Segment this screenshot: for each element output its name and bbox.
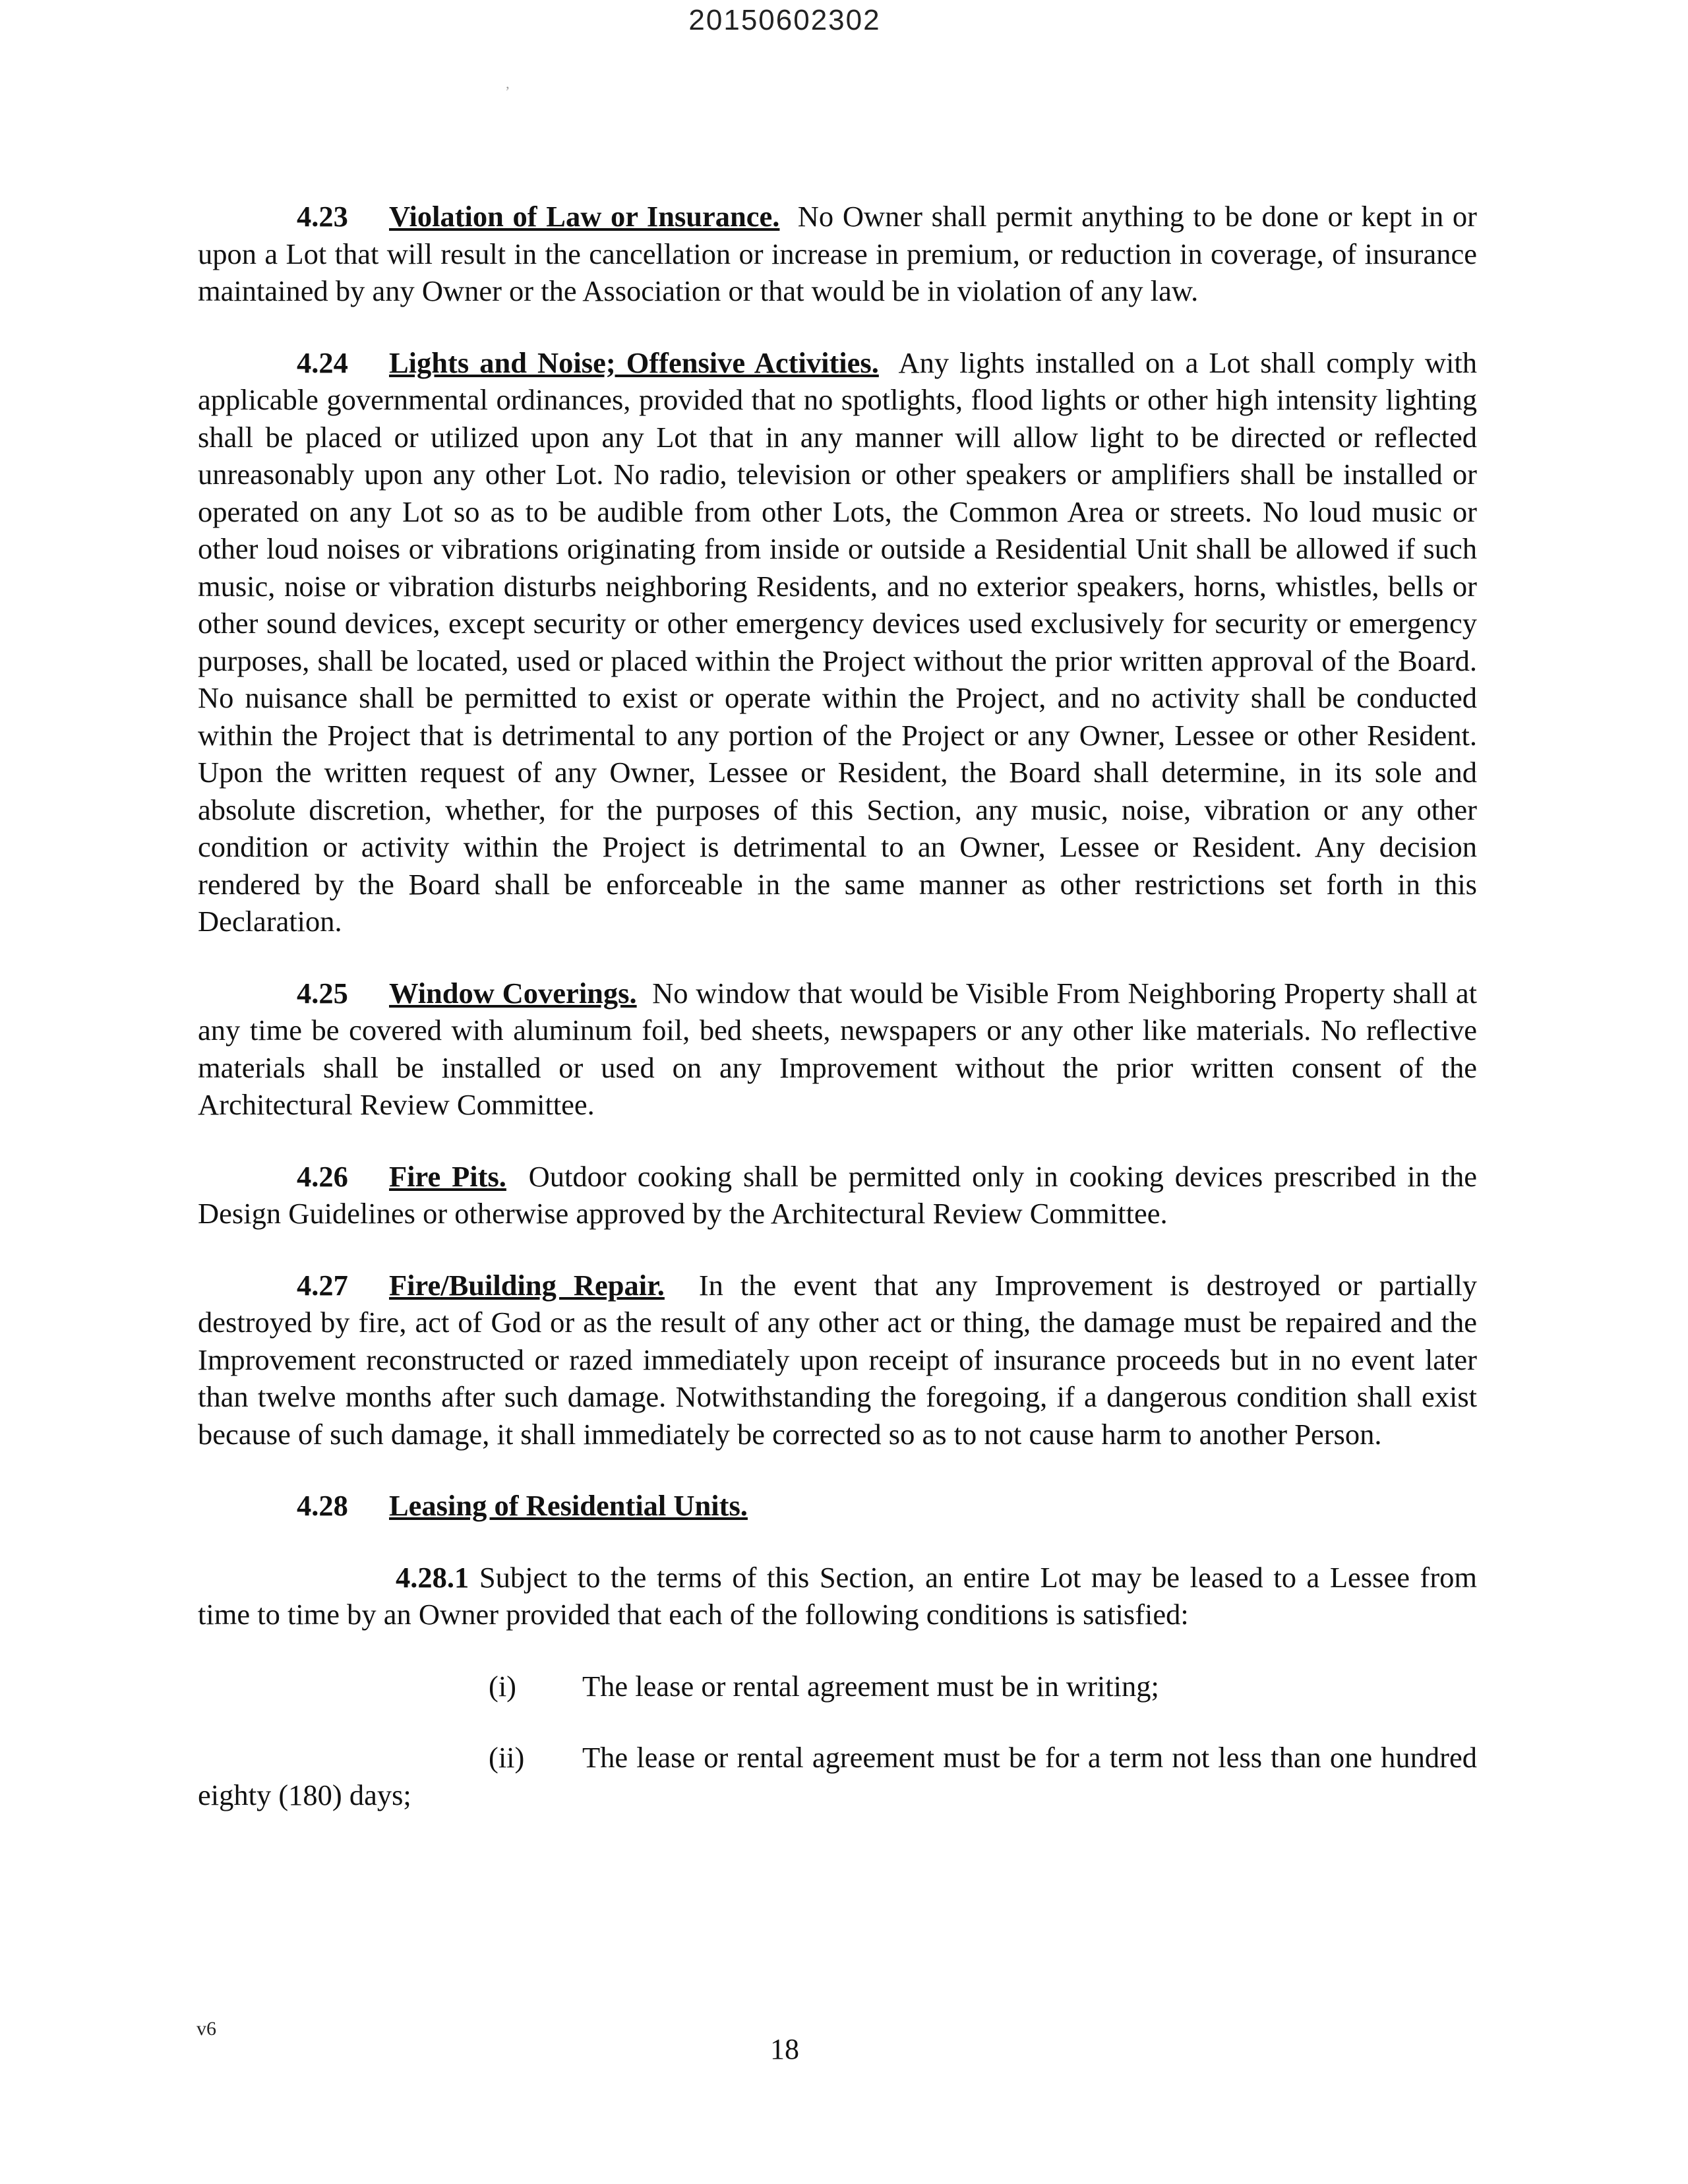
section-4-24 bbox=[198, 344, 1477, 940]
section-heading: Lights and Noise; Offensive Activities. bbox=[389, 346, 879, 379]
section-number: 4.25 bbox=[297, 976, 348, 1010]
section-heading: Violation of Law or Insurance. bbox=[389, 200, 780, 233]
subsection-4-28-1 bbox=[198, 1559, 1477, 1633]
section-text: Outdoor cooking shall be permitted only in cooking devices prescribed in the Design Guidelines or otherwise approved by the Architectural Review Committee. bbox=[198, 1159, 1477, 1230]
section-number: 4.27 bbox=[297, 1268, 348, 1302]
section-heading: Fire Pits. bbox=[389, 1159, 506, 1193]
section-heading: Window Coverings. bbox=[389, 976, 637, 1010]
section-text: In the event that any Improvement is destroyed or partially destroyed by fire, act of God or as the result of any other act or thing, the damage must be repaired and the Improvement reconstructed or razed immediately upon receipt of insurance proceeds but in no event later than twelve months after such damage. Notwithstanding the foregoing, if a dangerous condition shall exist because of such damage, it shall immediately be corrected so as to not cause harm to another Person. bbox=[198, 1268, 1477, 1451]
document-number: 20150602302 bbox=[688, 4, 881, 36]
section-4-25 bbox=[198, 975, 1477, 1124]
section-4-26 bbox=[198, 1158, 1477, 1232]
section-text: No window that would be Visible From Neighboring Property shall at any time be covered with aluminum foil, bed sheets, newspapers or any other like materials. No reflective materials shall be installed or used on any Improvement without the prior written consent of the Architectural Review Committee. bbox=[198, 976, 1477, 1121]
condition-text: The lease or rental agreement must be for a term not less than one hundred eighty (180) days; bbox=[198, 1741, 1477, 1811]
section-4-23 bbox=[198, 198, 1477, 310]
scan-mark: ’ bbox=[505, 83, 510, 100]
condition-text: The lease or rental agreement must be in writing; bbox=[582, 1669, 1159, 1703]
section-4-27 bbox=[198, 1267, 1477, 1453]
condition-label: (ii) bbox=[489, 1741, 525, 1774]
section-number: 4.24 bbox=[297, 346, 348, 379]
section-heading: Leasing of Residential Units. bbox=[389, 1489, 748, 1522]
document-body bbox=[198, 198, 1477, 1848]
condition-item bbox=[198, 1739, 1477, 1813]
subsection-number: 4.28.1 bbox=[396, 1560, 469, 1594]
section-number: 4.23 bbox=[297, 200, 348, 233]
condition-label: (i) bbox=[489, 1669, 517, 1703]
version-label: v6 bbox=[196, 2018, 216, 2040]
condition-item bbox=[198, 1668, 1477, 1705]
section-number: 4.26 bbox=[297, 1159, 348, 1193]
section-heading: Fire/Building Repair. bbox=[389, 1268, 665, 1302]
section-number: 4.28 bbox=[297, 1489, 348, 1522]
subsection-text: Subject to the terms of this Section, an entire Lot may be leased to a Lessee from time to time by an Owner provided that each of the following conditions is satisfied: bbox=[198, 1560, 1478, 1631]
section-text: No Owner shall permit anything to be done or kept in or upon a Lot that will result in the cancellation or increase in premium, or reduction in coverage, of insurance maintained by any Owner or the Association or that would be in violation of any law. bbox=[198, 200, 1478, 307]
section-text: Any lights installed on a Lot shall comply with applicable governmental ordinances, provided that no spotlights, flood lights or other high intensity lighting shall be placed or utilized upon any Lot that in any manner will allow light to be directed or reflected unreasonably upon any other Lot. No radio, television or other speakers or amplifiers shall be installed or operated on any Lot so as to be audible from other Lots, the Common Area or streets. No loud music or other loud noises or vibrations originating from inside or outside a Residential Unit shall be allowed if such music, noise or vibration disturbs neighboring Residents, and no exterior speakers, horns, whistles, bells or other sound devices, except security or other emergency devices used exclusively for security or emergency purposes, shall be located, used or placed within the Project without the prior written approval of the Board. No nuisance shall be permitted to exist or operate within the Project, and no activity shall be conducted within the Project that is detrimental to any portion of the Project or any Owner, Lessee or other Resident. Upon the written request of any Owner, Lessee or Resident, the Board shall determine, in its sole and absolute discretion, whether, for the purposes of this Section, any music, noise, vibration or any other condition or activity within the Project is detrimental to an Owner, Lessee or Resident. Any decision rendered by the Board shall be enforceable in the same manner as other restrictions set forth in this Declaration. bbox=[198, 346, 1477, 938]
section-4-28 bbox=[297, 1487, 1477, 1525]
page-number: 18 bbox=[770, 2033, 799, 2065]
